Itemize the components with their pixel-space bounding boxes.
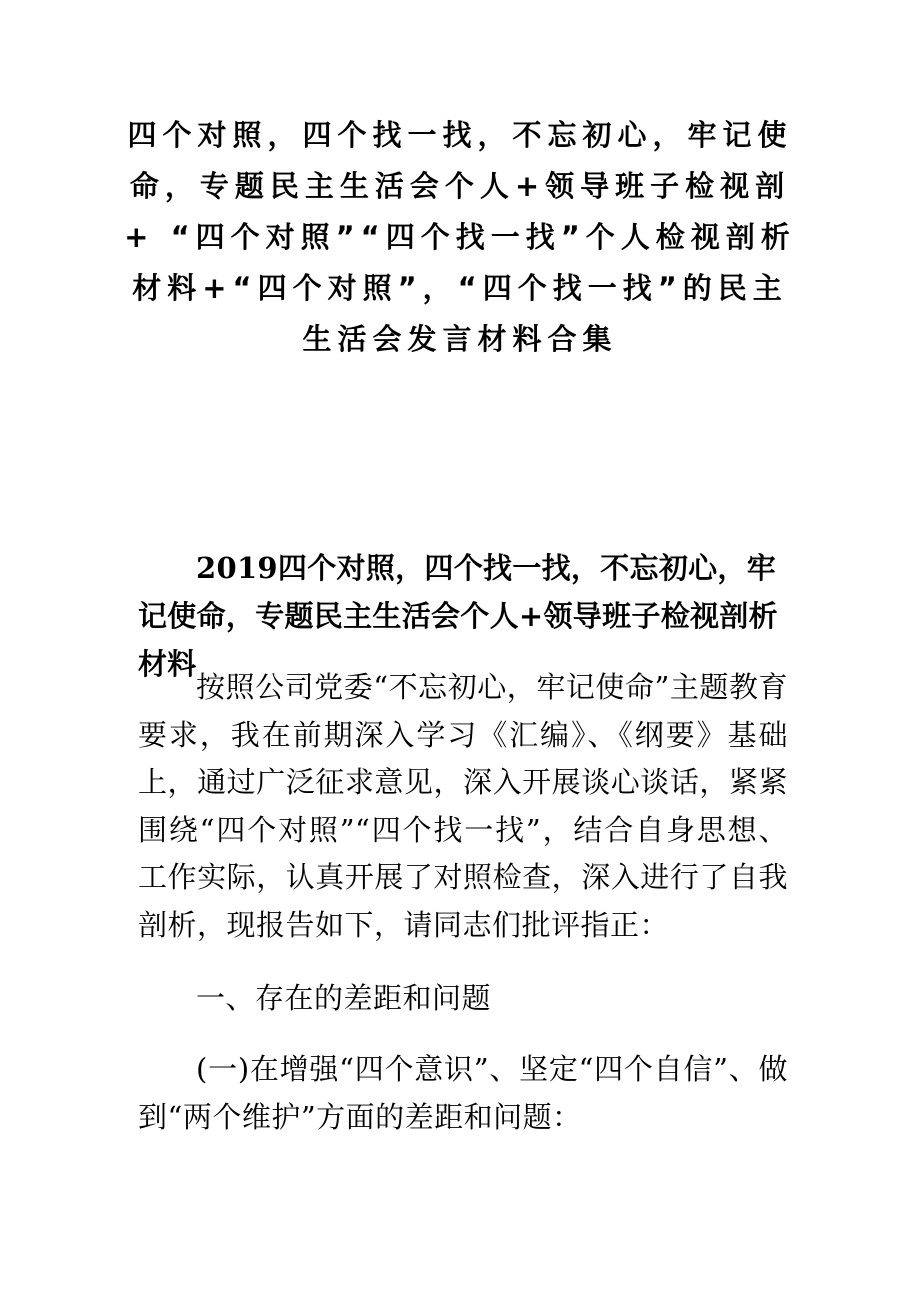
body-paragraph-intro: 按照公司党委“不忘初心，牢记使命”主题教育要求，我在前期深入学习《汇编》、《纲要》基础上，通过广泛征求意见，深入开展谈心谈话，紧紧围绕“四个对照”“四个找一找”，结合自身思想、工作实际，认真开展了对照检查，深入进行了自我剖析，现报告如下，请同志们批评指正：: [138, 670, 788, 942]
section-heading: 一、存在的差距和问题: [196, 981, 492, 1015]
subsection-heading: (一)在增强“四个意识”、坚定“四个自信”、做到“两个维护”方面的差距和问题：: [138, 1052, 788, 1134]
cover-title: 四个对照，四个找一找，不忘初心，牢记使命，专题民主生活会个人+领导班子检视剖+ “四个对照”“四个找一找”个人检视剖析材料+“四个对照”，“四个找一找”的民主生活会发言材料合集: [124, 118, 796, 356]
document-title: 2019四个对照，四个找一找，不忘初心，牢记使命，专题民主生活会个人+领导班子检视剖析材料: [138, 551, 778, 681]
